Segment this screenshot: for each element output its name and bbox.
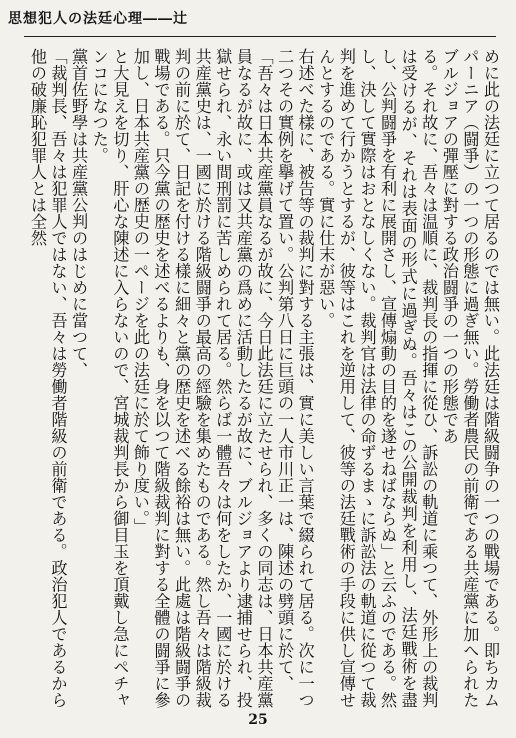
page-number: 25 bbox=[248, 712, 268, 728]
paragraph: と大見えを切り、肝心な陳述に入らないので、宮城裁判長から御目玉を頂戴し急にペチャンコになつた。 bbox=[89, 48, 130, 708]
paragraph: 黨首佐野學は共産黨公判のはじめに當つて、 bbox=[69, 48, 89, 378]
running-title: 思想犯人の法廷心理――辻 bbox=[8, 11, 188, 27]
body-text bbox=[14, 48, 500, 708]
paragraph: めに此の法廷に立つて居るのでは無い。此法廷は階級闘争の一つの戰場である。即ちカムパーニア（闘爭）の一つの形態に過ぎ無い。勞働者農民の前衛である共産黨に加へられたブルジョアの彈壓に對する政治闘爭の一つの形態であ bbox=[439, 48, 500, 708]
paragraph: 「吾々は日本共産黨員なるが故に、今日此法廷に立たせられ、多くの同志は、日本共産黨員なるが故に、或は又共産黨の爲めに活動したるが故に、ブルジョアより逮捕せられ、投獄せられ、永い間刑罰に苦しめられて居る。然らば一體吾々は何をしたか、一國に於ける共産黨史は、一國に於ける階級闘爭の最高の經驗を集めたものである。然し吾々は階級裁判の前に於て、日記を付ける樣に細々と黨の歴史を述べる餘裕は無い。此處は階級闘爭の戰場である。只今黨の歴史を述べるよりも、身を以つて階級裁判に對する全體の闘爭に參加し、日本共産黨の歴史の一ページを此の法廷に於て飾り度い。」 bbox=[130, 48, 274, 708]
header-rule bbox=[24, 36, 496, 37]
paragraph: る。それ故に、吾々は温順に、裁判長の指揮に從ひ、訴訟の軌道に乘つて、外形上の裁判は受けるが、それは表面の形式に過ぎぬ。吾々はこの公開裁判を利用し、法廷戰術を盡し、公判闘爭を有利に展開さし、宣傳煽動の目的を遂せねばならぬ」と云ふのである。然し、決して實際はおとなしくない。裁判官は法律の命ずるまゝに訴訟法の軌道に從つて裁判を進めて行かうとするが、彼等はこれを逆用して、彼等の法廷戰術の手段に供し宣傳せんとするのである。實に仕末が惡い。 bbox=[316, 48, 439, 708]
paragraph: 「裁判長、吾々は犯罪人ではない、吾々は勞働者階級の前衛である。政治犯人であるから他の破廉恥犯罪人とは全然 bbox=[27, 48, 68, 708]
paragraph: 右述べた樣に、被告等の裁判に對する主張は、實に美しい言葉で綴られて居る。次に一つ二つその實例を擧げて置い。公判第八日に巨頭の一人市川正一は、陳述の劈頭に於て、 bbox=[275, 48, 315, 708]
